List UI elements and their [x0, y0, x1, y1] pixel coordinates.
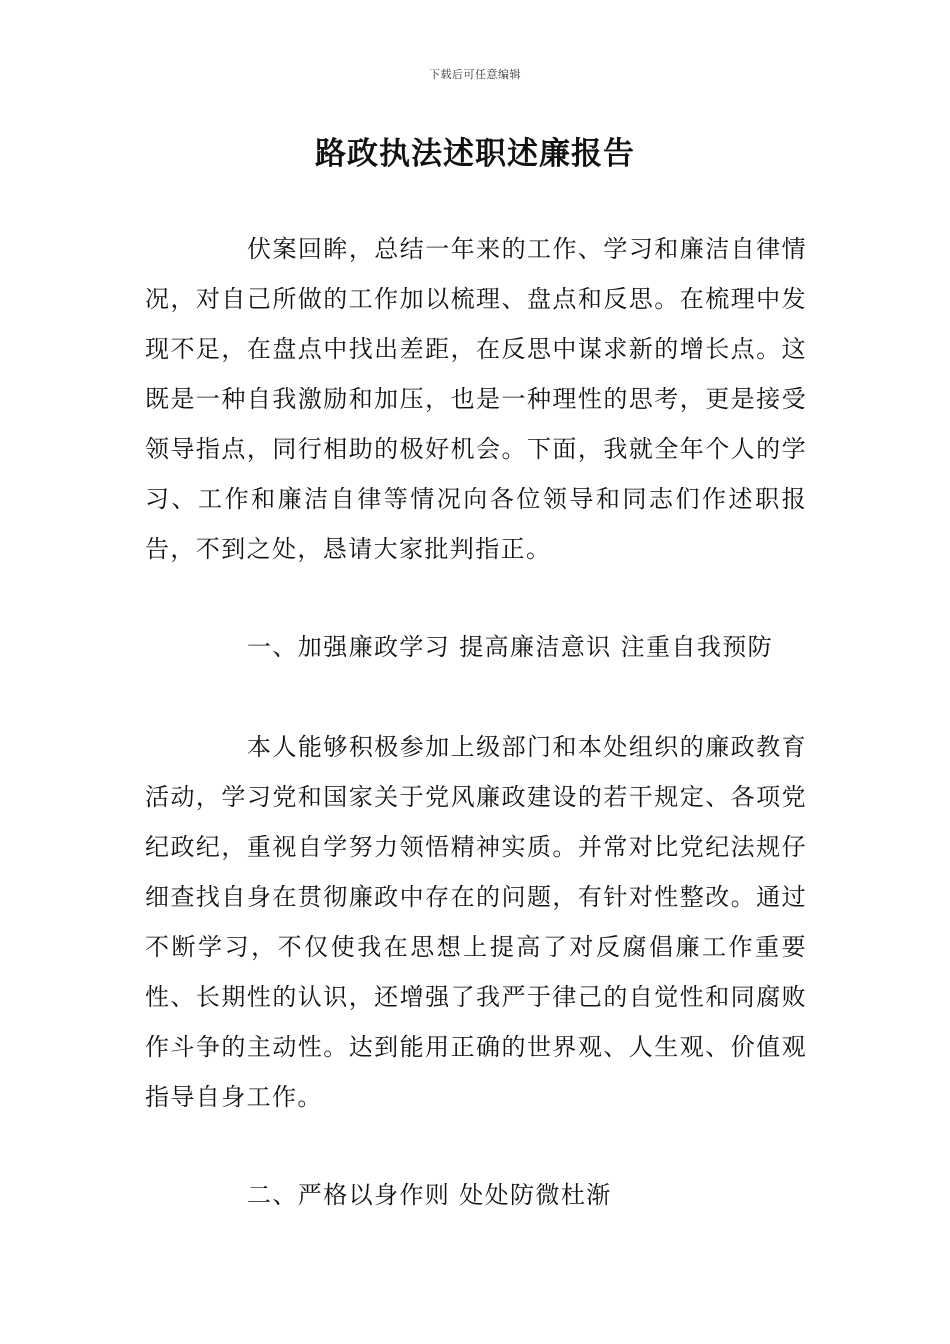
section-heading-1: 一、加强廉政学习 提高廉洁意识 注重自我预防 [247, 633, 774, 661]
section-heading-2: 二、严格以身作则 处处防微杜渐 [247, 1181, 612, 1209]
intro-paragraph: 伏案回眸，总结一年来的工作、学习和廉洁自律情况，对自己所做的工作加以梳理、盘点和反思。在梳理中发现不足，在盘点中找出差距，在反思中谋求新的增长点。这既是一种自我激励和加压，也是一种理性的思考，更是接受领导指点，同行相助的极好机会。下面，我就全年个人的学习、工作和廉洁自律等情况向各位领导和同志们作述职报告，不到之处，恳请大家批判指正。 [145, 235, 807, 563]
document-title: 路政执法述职述廉报告 [315, 136, 635, 172]
section-1-paragraph: 本人能够积极参加上级部门和本处组织的廉政教育活动，学习党和国家关于党风廉政建设的若干规定、各项党纪政纪，重视自学努力领悟精神实质。并常对比党纪法规仔细查找自身在贯彻廉政中存在的问题，有针对性整改。通过不断学习，不仅使我在思想上提高了对反腐倡廉工作重要性、长期性的认识，还增强了我严于律己的自觉性和同腐败作斗争的主动性。达到能用正确的世界观、人生观、价值观指导自身工作。 [145, 733, 807, 1111]
header-note: 下载后可任意编辑 [429, 68, 521, 81]
